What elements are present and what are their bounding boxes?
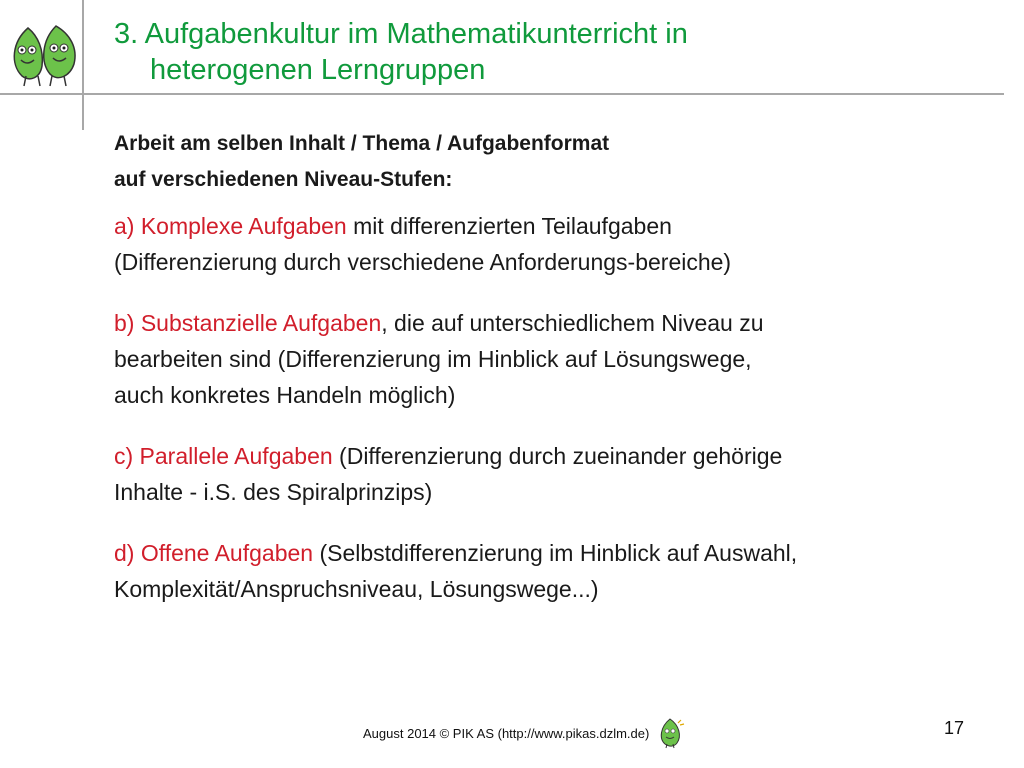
page-title-line-1: 3. Aufgabenkultur im Mathematikunterricht in <box>114 18 688 50</box>
item-a-text-1: mit differenzierten Teilaufgaben <box>346 213 672 239</box>
pikas-leaf-mascots-icon <box>8 20 80 92</box>
item-c-label: c) Parallele Aufgaben <box>114 443 333 469</box>
title-divider-horizontal <box>0 93 1004 95</box>
footer-credit: August 2014 © PIK AS (http://www.pikas.dzlm.de) <box>363 726 650 741</box>
slide-body <box>114 126 994 607</box>
item-c-text-1: (Differenzierung durch zueinander gehörige <box>332 443 783 469</box>
item-c-text-2: Inhalte - i.S. des Spiralprinzips) <box>114 479 433 505</box>
body-heading-line-1: Arbeit am selben Inhalt / Thema / Aufgabenformat <box>114 132 610 155</box>
item-a-label: a) Komplexe Aufgaben <box>114 213 347 239</box>
page-number: 17 <box>944 718 965 738</box>
list-item-a <box>114 208 994 280</box>
item-d-text-1: (Selbstdifferenzierung im Hinblick auf Auswahl, <box>313 540 798 566</box>
page-title-line-2: heterogenen Lerngruppen <box>150 54 486 86</box>
item-b-label: b) Substanzielle Aufgaben <box>114 310 382 336</box>
item-d-text-2: Komplexität/Anspruchsniveau, Lösungswege...) <box>114 576 599 602</box>
body-heading <box>114 126 994 198</box>
item-d-label: d) Offene Aufgaben <box>114 540 314 566</box>
item-b-text-3: auch konkretes Handeln möglich) <box>114 382 456 408</box>
item-a-text-2: (Differenzierung durch verschiedene Anforderungs-bereiche) <box>114 249 732 275</box>
list-item-b <box>114 305 994 413</box>
item-b-text-1: , die auf unterschiedlichem Niveau zu <box>381 310 764 336</box>
page-title <box>114 16 994 88</box>
list-item-d <box>114 535 994 607</box>
title-divider-vertical <box>82 0 84 130</box>
item-b-text-2: bearbeiten sind (Differenzierung im Hinblick auf Lösungswege, <box>114 346 752 372</box>
pikas-leaf-mascot-icon <box>654 717 686 749</box>
body-heading-line-2: auf verschiedenen Niveau-Stufen: <box>114 168 453 191</box>
list-item-c <box>114 438 994 510</box>
